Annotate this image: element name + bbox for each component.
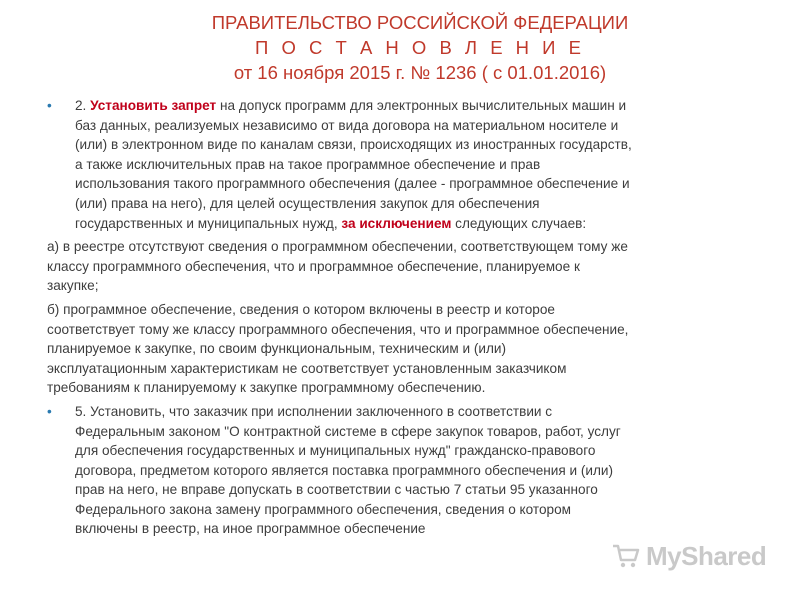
slide-body bbox=[47, 96, 767, 539]
text-line: а) в реестре отсутствуют сведения о программном обеспечении, соответствующем тому же bbox=[47, 239, 628, 255]
text-line: 5. Установить, что заказчик при исполнении заключенного в соответствии с bbox=[75, 403, 553, 419]
text-line: а также исключительных прав на такое программное обеспечение и прав bbox=[75, 156, 541, 172]
highlight-ban: Установить запрет bbox=[90, 98, 217, 113]
text-line: б) программное обеспечение, сведения о котором включены в реестр и которое bbox=[47, 301, 555, 317]
watermark-text: MyShared bbox=[646, 540, 767, 571]
text-line: закупке; bbox=[47, 278, 99, 294]
text-line: (или) права на него), для целей осуществления закупок для обеспечения bbox=[75, 195, 540, 211]
text-line: договора, предметом которого является поставка программного обеспечения и (или) bbox=[75, 462, 614, 478]
title-resolution: П О С Т А Н О В Л Е Н И Е bbox=[255, 37, 585, 58]
title-government: ПРАВИТЕЛЬСТВО РОССИЙСКОЙ ФЕДЕРАЦИИ bbox=[211, 12, 629, 33]
bullet-icon: • bbox=[47, 98, 52, 113]
cart-icon bbox=[610, 540, 642, 572]
paragraph-point-2 bbox=[47, 96, 767, 233]
text-line: для обеспечения государственных и муниципальных нужд" гражданско-правового bbox=[75, 443, 596, 459]
slide-title bbox=[150, 10, 690, 85]
highlight-exception: за исключением bbox=[341, 215, 452, 231]
bullet-icon: • bbox=[47, 403, 52, 419]
text-line: эксплуатационным характеристикам не соответствует установленным заказчиком bbox=[47, 360, 567, 376]
text-line: Федеральным законом "О контрактной системе в сфере закупок товаров, работ, услуг bbox=[75, 423, 621, 439]
text-line: использования такого программного обеспечения (далее - программное обеспечение и bbox=[75, 176, 630, 192]
text-line: 2. Установить запрет на допуск программ для электронных вычислительных машин и bbox=[75, 98, 627, 113]
text-line: требованиям к планируемому к закупке программному обеспечению. bbox=[47, 380, 486, 396]
text-line: прав на него, не вправе допускать в соответствии с частью 7 статьи 95 указанного bbox=[75, 482, 598, 498]
paragraph-case-b bbox=[47, 300, 767, 398]
text-line: соответствует тому же классу программного обеспечения, что и программное обеспечение, bbox=[47, 321, 629, 337]
text-line: классу программного обеспечения, что и программное обеспечение, планируемое к bbox=[47, 258, 580, 274]
text-line: государственных и муниципальных нужд, за исключением следующих случаев: bbox=[75, 215, 587, 231]
text-line: планируемое к закупке, по своим функциональным, техническим и (или) bbox=[47, 341, 506, 357]
title-date-number: от 16 ноября 2015 г. № 1236 ( с 01.01.2016) bbox=[233, 62, 607, 83]
text-line: баз данных, реализуемых независимо от вида договора на материальном носителе и bbox=[75, 117, 619, 133]
watermark-logo bbox=[610, 540, 766, 572]
text-line: Федерального закона замену программного обеспечения, сведения о котором bbox=[75, 501, 572, 517]
paragraph-point-5 bbox=[47, 402, 767, 539]
paragraph-case-a bbox=[47, 237, 767, 296]
text-line: (или) в электронном виде по каналам связи, происходящих из иностранных государств, bbox=[75, 137, 632, 153]
text-line: включены в реестр, на иное программное обеспечение bbox=[75, 521, 426, 537]
